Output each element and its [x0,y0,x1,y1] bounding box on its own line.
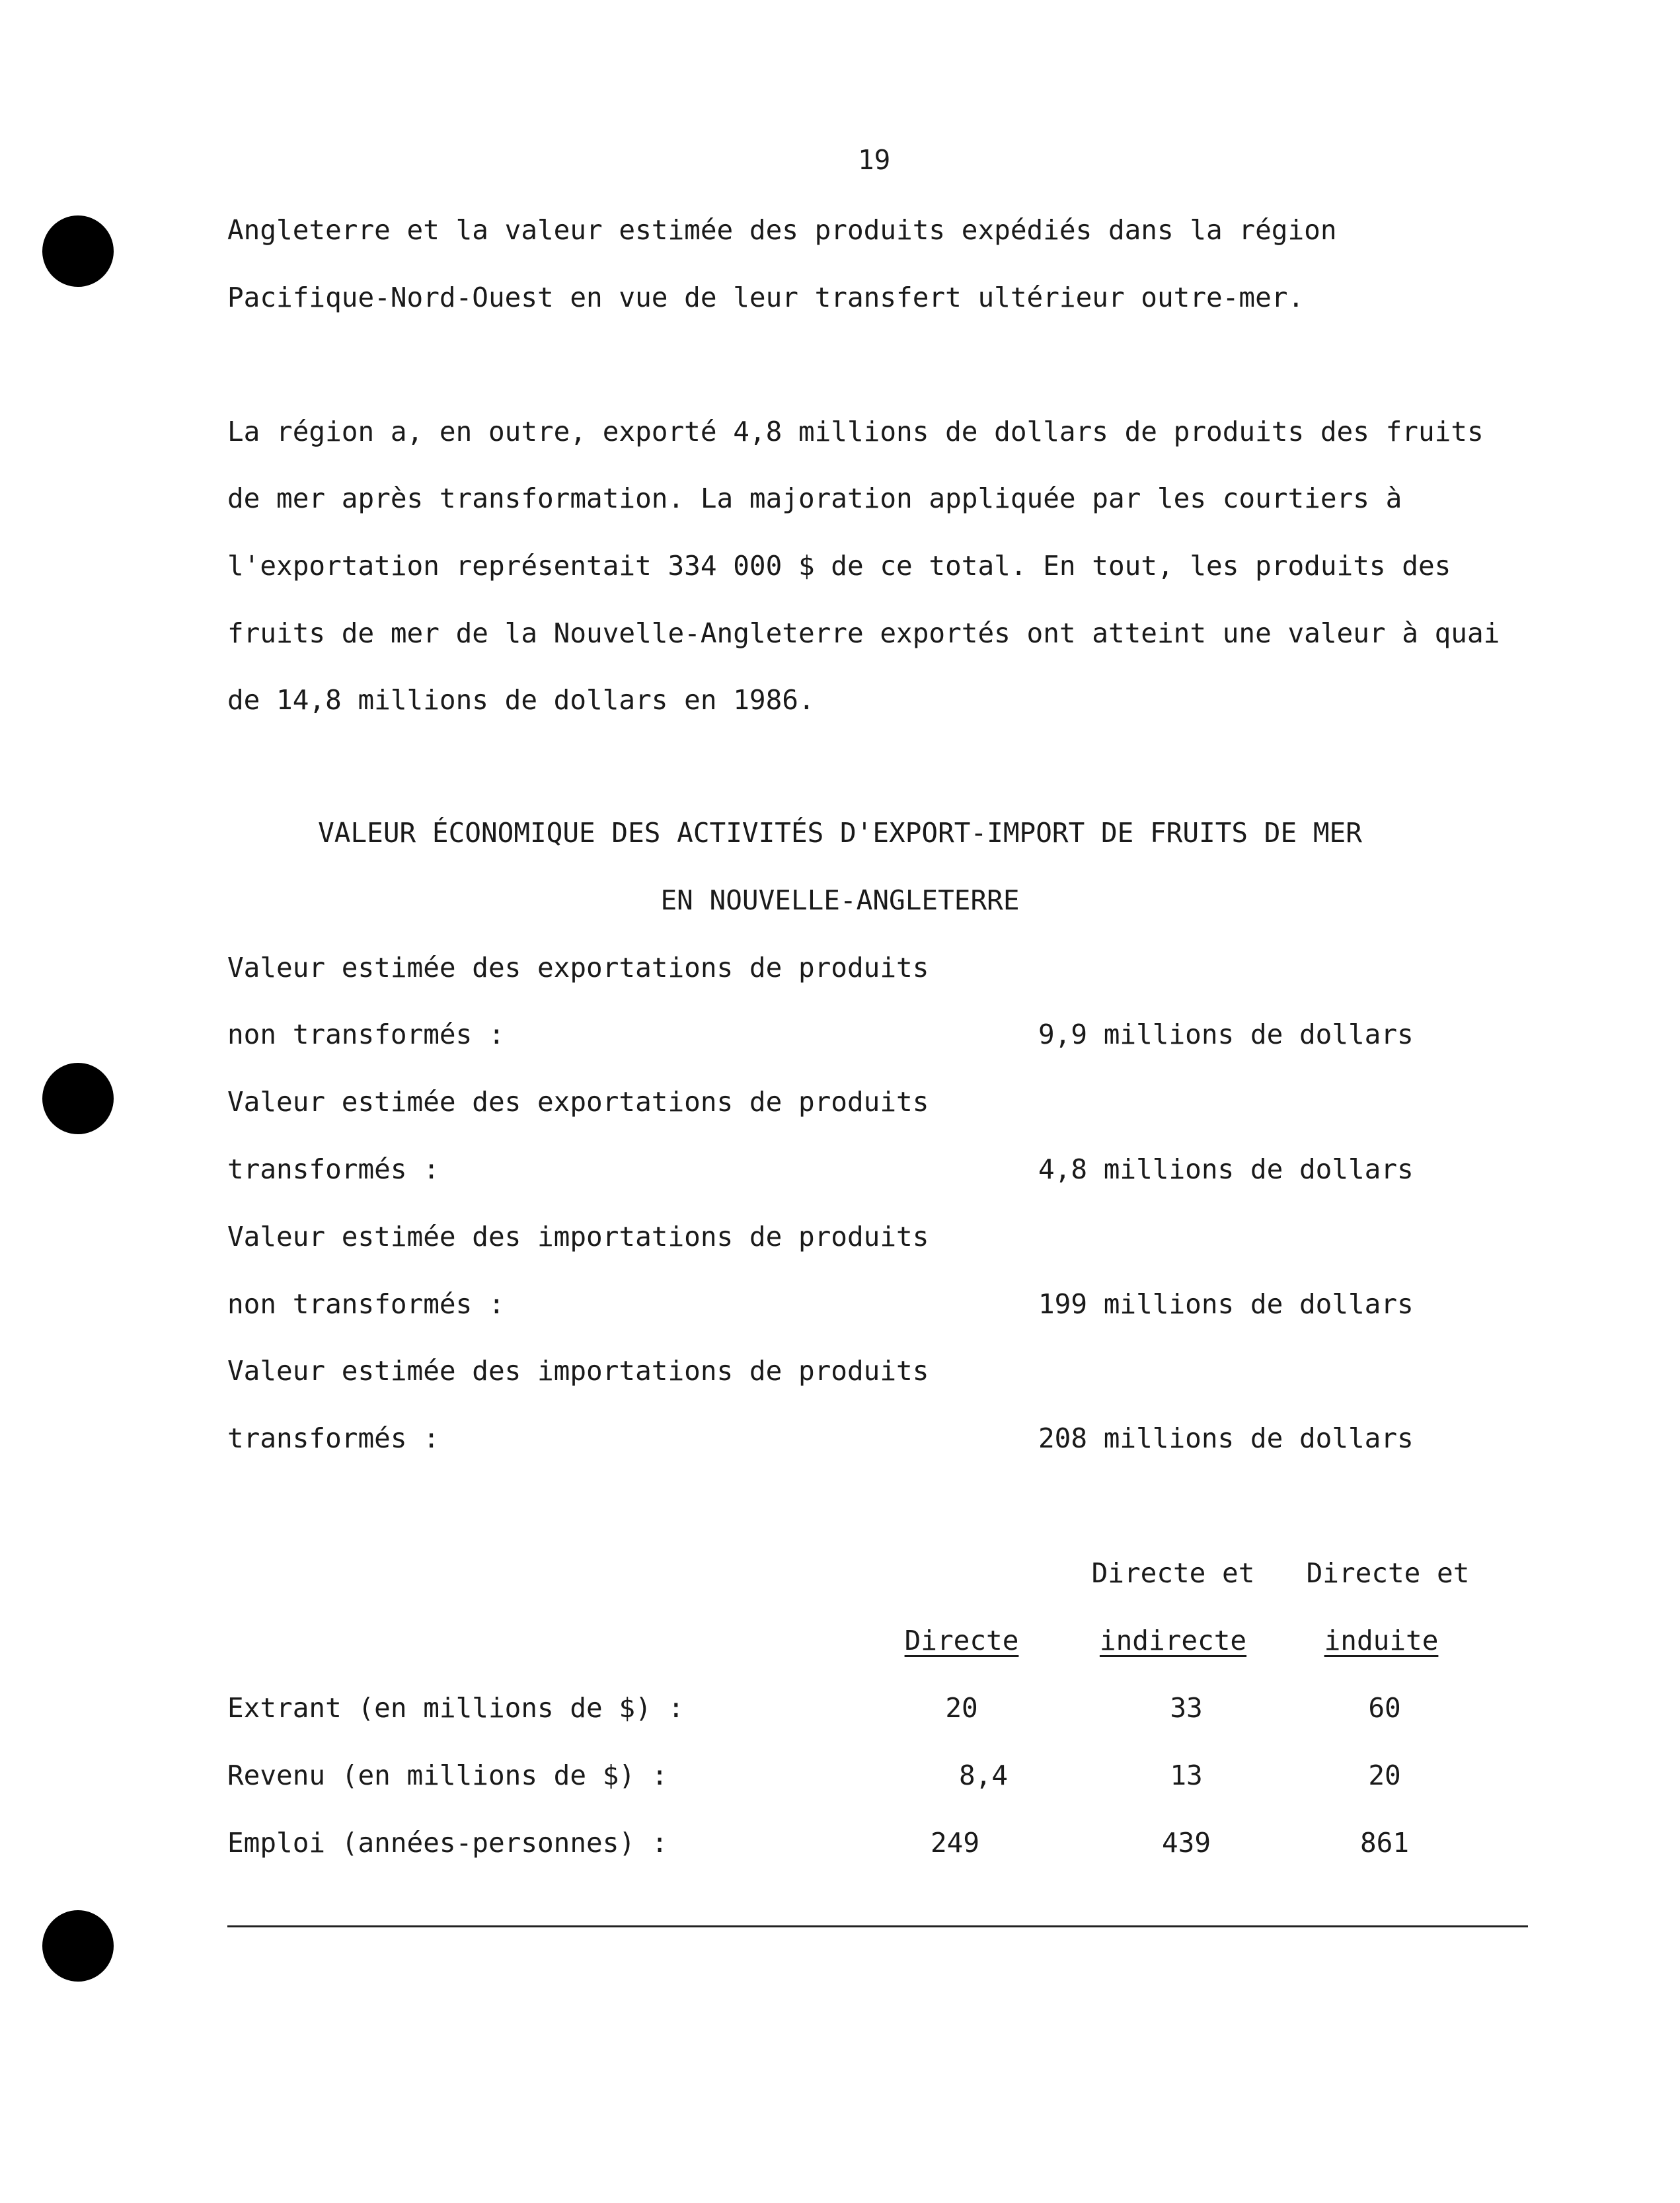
table-row-label: Revenu (en millions de $) : [227,1759,668,1791]
table-cell: 33 [1170,1692,1203,1724]
paragraph-line: de 14,8 millions de dollars en 1986. [227,684,815,716]
table-cell: 60 [1368,1692,1401,1724]
punch-hole-middle [42,1063,114,1134]
column-header-line1: Directe et [1091,1557,1255,1589]
value-label: Valeur estimée des importations de produits [227,1221,929,1253]
value-label: Valeur estimée des importations de produits [227,1355,929,1387]
value-label: non transformés : [227,1288,505,1320]
bottom-rule [227,1925,1528,1927]
paragraph-line: Pacifique-Nord-Ouest en vue de leur transfert ultérieur outre-mer. [227,282,1305,313]
paragraph-line: Angleterre et la valeur estimée des produits expédiés dans la région [227,214,1337,246]
paragraph-line: fruits de mer de la Nouvelle-Angleterre exportés ont atteint une valeur à quai [227,617,1500,649]
paragraph-line: de mer après transformation. La majoration appliquée par les courtiers à [227,483,1402,514]
table-cell: 13 [1170,1759,1203,1791]
value-amount: 9,9 millions de dollars [1038,1019,1414,1050]
value-label: transformés : [227,1422,439,1454]
paragraph-line: La région a, en outre, exporté 4,8 millions de dollars de produits des fruits [227,416,1484,447]
column-header-directe: Directe [904,1625,1019,1656]
value-label: non transformés : [227,1019,505,1050]
value-amount: 208 millions de dollars [1038,1422,1414,1454]
table-cell: 249 [930,1827,980,1859]
section-heading: EN NOUVELLE-ANGLETERRE [660,884,1020,916]
column-header-line1: Directe et [1306,1557,1470,1589]
value-amount: 199 millions de dollars [1038,1288,1414,1320]
punch-hole-bottom [42,1910,114,1982]
table-row-label: Emploi (années-personnes) : [227,1827,668,1859]
section-heading: VALEUR ÉCONOMIQUE DES ACTIVITÉS D'EXPORT-IMPORT DE FRUITS DE MER [318,817,1362,849]
value-label: transformés : [227,1153,439,1185]
table-cell: 861 [1359,1827,1410,1859]
table-cell: 8,4 [958,1759,1009,1791]
table-cell: 439 [1161,1827,1211,1859]
column-header-indirecte: indirecte [1099,1625,1247,1656]
value-label: Valeur estimée des exportations de produits [227,1086,929,1118]
paragraph-line: l'exportation représentait 334 000 $ de ce total. En tout, les produits des [227,550,1451,582]
punch-hole-top [42,215,114,287]
column-header-induite: induite [1324,1625,1439,1656]
table-row-label: Extrant (en millions de $) : [227,1692,685,1724]
value-label: Valeur estimée des exportations de produits [227,952,929,984]
table-cell: 20 [945,1692,978,1724]
page-number: 19 [858,144,891,176]
value-amount: 4,8 millions de dollars [1038,1153,1414,1185]
table-cell: 20 [1368,1759,1401,1791]
